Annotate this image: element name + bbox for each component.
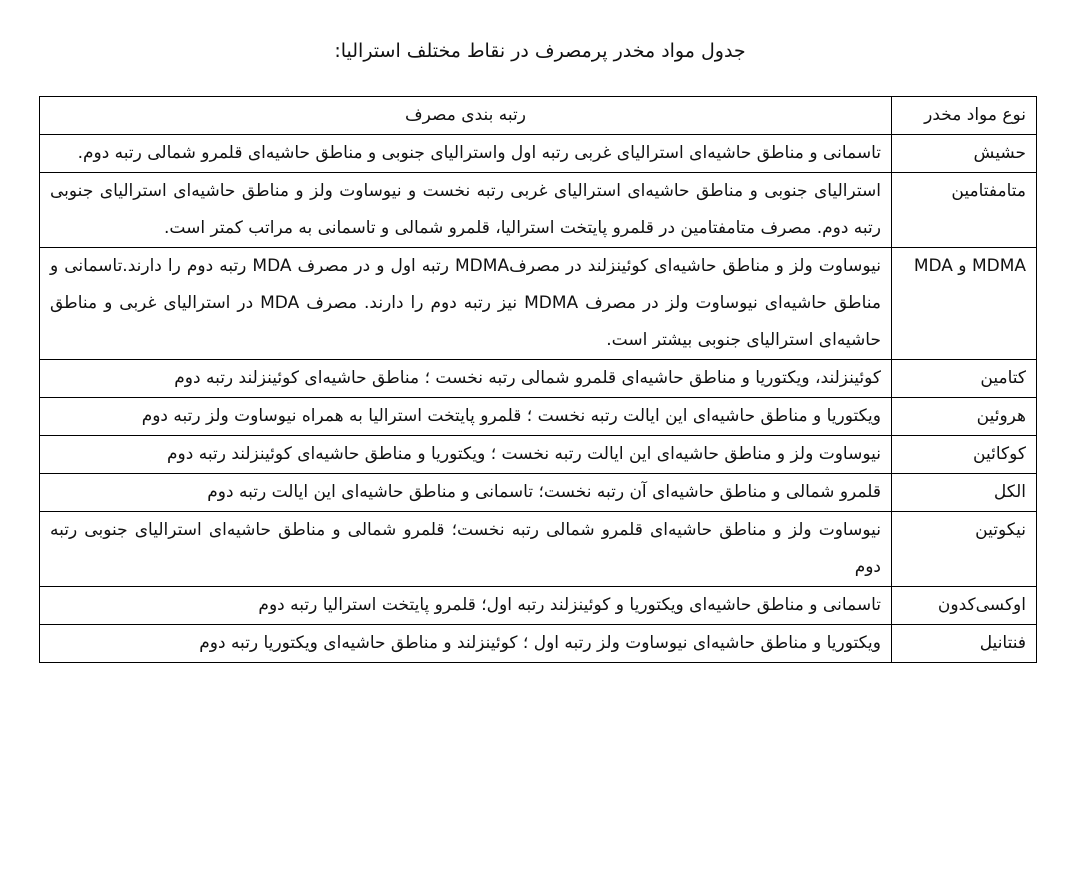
table-row — [40, 360, 1037, 398]
drug-name-cell: الکل — [892, 474, 1037, 512]
ranking-cell: نیوساوت ولز و مناطق حاشیه‌ای کوئینزلند در مصرفMDMA رتبه اول و در مصرف MDA رتبه دوم را دارند.تاسمانی و مناطق حاشیه‌ای نیوساوت ولز در مصرف MDMA نیز رتبه دوم را دارند. مصرف MDA در استرالیای غربی و مناطق حاشیه‌ای استرالیای جنوبی بیشتر است. — [40, 248, 892, 360]
table-row — [40, 474, 1037, 512]
drug-name-cell: متامفتامین — [892, 173, 1037, 248]
drug-name-cell: حشیش — [892, 135, 1037, 173]
table-caption: جدول مواد مخدر پرمصرف در نقاط مختلف استرالیا: — [334, 40, 746, 62]
ranking-cell: نیوساوت ولز و مناطق حاشیه‌ای این ایالت رتبه نخست ؛ ویکتوریا و مناطق حاشیه‌ای کوئینزلند رتبه دوم — [40, 436, 892, 474]
drug-name-cell: اوکسی‌کدون — [892, 587, 1037, 625]
drug-name-cell: نیکوتین — [892, 512, 1037, 587]
table-row — [40, 512, 1037, 587]
ranking-cell: تاسمانی و مناطق حاشیه‌ای ویکتوریا و کوئینزلند رتبه اول؛ قلمرو پایتخت استرالیا رتبه دوم — [40, 587, 892, 625]
drug-name-cell: فنتانیل — [892, 625, 1037, 663]
table-row — [40, 587, 1037, 625]
table-row — [40, 248, 1037, 360]
drug-name-cell: MDMA و MDA — [892, 248, 1037, 360]
header-consumption-rank: رتبه بندی مصرف — [40, 97, 892, 135]
ranking-cell: نیوساوت ولز و مناطق حاشیه‌ای قلمرو شمالی رتبه نخست؛ قلمرو شمالی و مناطق حاشیه‌ای استرالیای جنوبی رتبه دوم — [40, 512, 892, 587]
ranking-cell: کوئینزلند، ویکتوریا و مناطق حاشیه‌ای قلمرو شمالی رتبه نخست ؛ مناطق حاشیه‌ای کوئینزلند رتبه دوم — [40, 360, 892, 398]
table-row — [40, 135, 1037, 173]
drug-name-cell: کتامین — [892, 360, 1037, 398]
ranking-cell: ویکتوریا و مناطق حاشیه‌ای این ایالت رتبه نخست ؛ قلمرو پایتخت استرالیا به همراه نیوساوت ولز رتبه دوم — [40, 398, 892, 436]
drug-ranking-table — [39, 96, 1037, 663]
table-row — [40, 398, 1037, 436]
ranking-cell: استرالیای جنوبی و مناطق حاشیه‌ای استرالیای غربی رتبه نخست و نیوساوت ولز و مناطق حاشیه‌ای استرالیای جنوبی رتبه دوم. مصرف متامفتامین در قلمرو پایتخت استرالیا، قلمرو شمالی و تاسمانی به مراتب کمتر است. — [40, 173, 892, 248]
drug-name-cell: کوکائین — [892, 436, 1037, 474]
table-row — [40, 173, 1037, 248]
ranking-cell: ویکتوریا و مناطق حاشیه‌ای نیوساوت ولز رتبه اول ؛ کوئینزلند و مناطق حاشیه‌ای ویکتوریا رتبه دوم — [40, 625, 892, 663]
ranking-cell: تاسمانی و مناطق حاشیه‌ای استرالیای غربی رتبه اول واسترالیای جنوبی و مناطق حاشیه‌ای قلمرو شمالی رتبه دوم. — [40, 135, 892, 173]
ranking-cell: قلمرو شمالی و مناطق حاشیه‌ای آن رتبه نخست؛ تاسمانی و مناطق حاشیه‌ای این ایالت رتبه دوم — [40, 474, 892, 512]
table-row — [40, 436, 1037, 474]
header-drug-type: نوع مواد مخدر — [892, 97, 1037, 135]
drug-name-cell: هروئین — [892, 398, 1037, 436]
table-row — [40, 625, 1037, 663]
table-header-row — [40, 97, 1037, 135]
